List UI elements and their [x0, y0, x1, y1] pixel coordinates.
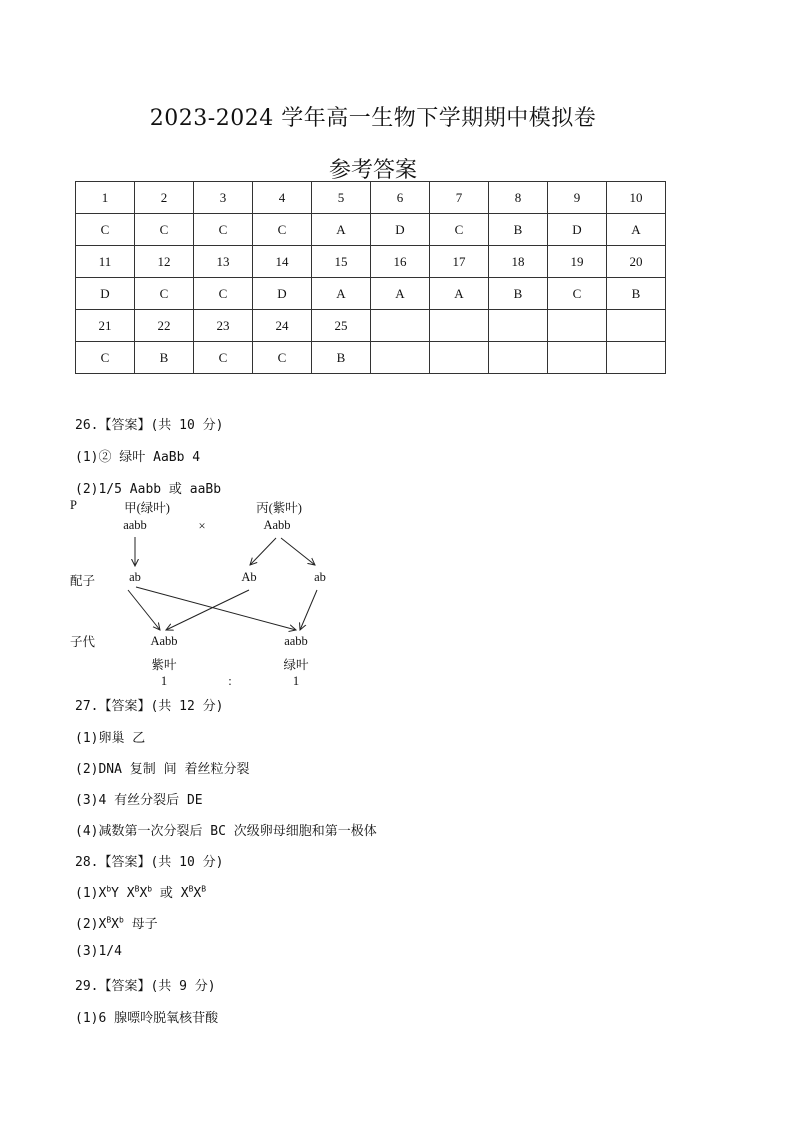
answer-cell: C	[194, 214, 253, 246]
question-number-cell: 19	[548, 246, 607, 278]
gamete-2: Ab	[241, 570, 257, 584]
parent1-name: 甲(绿叶)	[124, 501, 170, 515]
answer-cell: C	[135, 214, 194, 246]
gamete-1: ab	[129, 570, 141, 584]
offspring-label: 子代	[70, 635, 96, 649]
q27-answer-2: (2)DNA 复制 间 着丝粒分裂	[75, 762, 250, 777]
q26-heading: 26.【答案】(共 10 分)	[75, 418, 224, 433]
question-number-cell: 10	[607, 182, 666, 214]
answer-cell: B	[489, 278, 548, 310]
arrow-g1-to-off2	[136, 587, 296, 630]
answer-cell: D	[371, 214, 430, 246]
arrow-p2-to-gamete3	[281, 538, 315, 565]
question-number-cell: 25	[312, 310, 371, 342]
parent1-genotype: aabb	[123, 518, 147, 532]
arrow-p2-to-gamete2	[250, 538, 276, 565]
arrow-g1-to-off1-b	[128, 590, 160, 630]
answer-cell: B	[135, 342, 194, 374]
gamete-label: 配子	[70, 574, 96, 588]
question-number-cell: 9	[548, 182, 607, 214]
answer-cell: C	[430, 214, 489, 246]
question-number-cell: 7	[430, 182, 489, 214]
answer-cell: C	[194, 278, 253, 310]
answer-cell: C	[76, 214, 135, 246]
question-number-cell: 18	[489, 246, 548, 278]
cross-p-label: P	[70, 498, 77, 512]
question-number-cell: 1	[76, 182, 135, 214]
question-number-cell: 22	[135, 310, 194, 342]
q26-answer-1: (1)② 绿叶 AaBb 4	[75, 450, 201, 465]
question-number-cell: 16	[371, 246, 430, 278]
q29-heading: 29.【答案】(共 9 分)	[75, 979, 216, 994]
page-subtitle: 参考答案	[328, 158, 417, 183]
question-number-cell: 5	[312, 182, 371, 214]
q27-answer-1: (1)卵巢 乙	[75, 731, 146, 746]
answer-cell: C	[253, 214, 312, 246]
q27-answer-4: (4)减数第一次分裂后 BC 次级卵母细胞和第一极体	[75, 824, 377, 839]
page-title: 2023-2024 学年高一生物下学期期中模拟卷	[149, 106, 597, 131]
parent2-name: 丙(紫叶)	[256, 501, 302, 515]
cross-times-sign: ×	[198, 519, 206, 533]
answer-cell: A	[371, 278, 430, 310]
offspring-1-phenotype: 紫叶	[151, 658, 177, 672]
question-number-cell: 11	[76, 246, 135, 278]
answer-cell: C	[548, 278, 607, 310]
question-number-cell: 8	[489, 182, 548, 214]
offspring-1-ratio: 1	[160, 674, 168, 688]
answer-cell: B	[489, 214, 548, 246]
question-number-cell: 14	[253, 246, 312, 278]
q28-answer-3: (3)1/4	[75, 944, 122, 959]
offspring-2-genotype: aabb	[284, 634, 308, 648]
offspring-2-phenotype: 绿叶	[283, 658, 309, 672]
question-number-cell: 6	[371, 182, 430, 214]
arrow-g3-to-off2	[300, 590, 317, 630]
answer-cell: D	[76, 278, 135, 310]
question-number-cell: 17	[430, 246, 489, 278]
question-number-cell: 20	[607, 246, 666, 278]
q28-answer-2: $(2)X^BX^b$ 母子	[75, 915, 158, 932]
ratio-separator: :	[228, 674, 232, 688]
question-number-cell: 23	[194, 310, 253, 342]
answer-cell: D	[548, 214, 607, 246]
q28-heading: 28.【答案】(共 10 分)	[75, 855, 224, 870]
answer-cell: A	[430, 278, 489, 310]
arrow-g2-to-off1	[166, 590, 249, 630]
answer-cell: C	[76, 342, 135, 374]
answer-cell: C	[194, 342, 253, 374]
question-number-cell: 15	[312, 246, 371, 278]
question-number-cell: 24	[253, 310, 312, 342]
gamete-3: ab	[314, 570, 326, 584]
offspring-2-ratio: 1	[292, 674, 300, 688]
answer-cell: D	[253, 278, 312, 310]
answer-cell: C	[253, 342, 312, 374]
answer-cell: A	[312, 214, 371, 246]
q27-answer-3: (3)4 有丝分裂后 DE	[75, 793, 203, 808]
q28-answer-1: $(1)X^bY$ $X^BX^b$ 或 $X^BX^B$	[75, 884, 207, 901]
question-number-cell: 2	[135, 182, 194, 214]
q26-answer-2: (2)1/5 Aabb 或 aaBb	[75, 482, 222, 497]
question-number-cell: 12	[135, 246, 194, 278]
answer-cell: A	[607, 214, 666, 246]
question-number-cell: 21	[76, 310, 135, 342]
q29-answer-1: (1)6 腺嘌呤脱氧核苷酸	[75, 1011, 219, 1026]
parent2-genotype: Aabb	[263, 518, 291, 532]
answer-cell: C	[135, 278, 194, 310]
answer-cell: A	[312, 278, 371, 310]
answer-cell: B	[607, 278, 666, 310]
offspring-1-genotype: Aabb	[150, 634, 178, 648]
answer-cell: B	[312, 342, 371, 374]
question-number-cell: 3	[194, 182, 253, 214]
question-number-cell: 4	[253, 182, 312, 214]
q27-heading: 27.【答案】(共 12 分)	[75, 699, 224, 714]
question-number-cell: 13	[194, 246, 253, 278]
